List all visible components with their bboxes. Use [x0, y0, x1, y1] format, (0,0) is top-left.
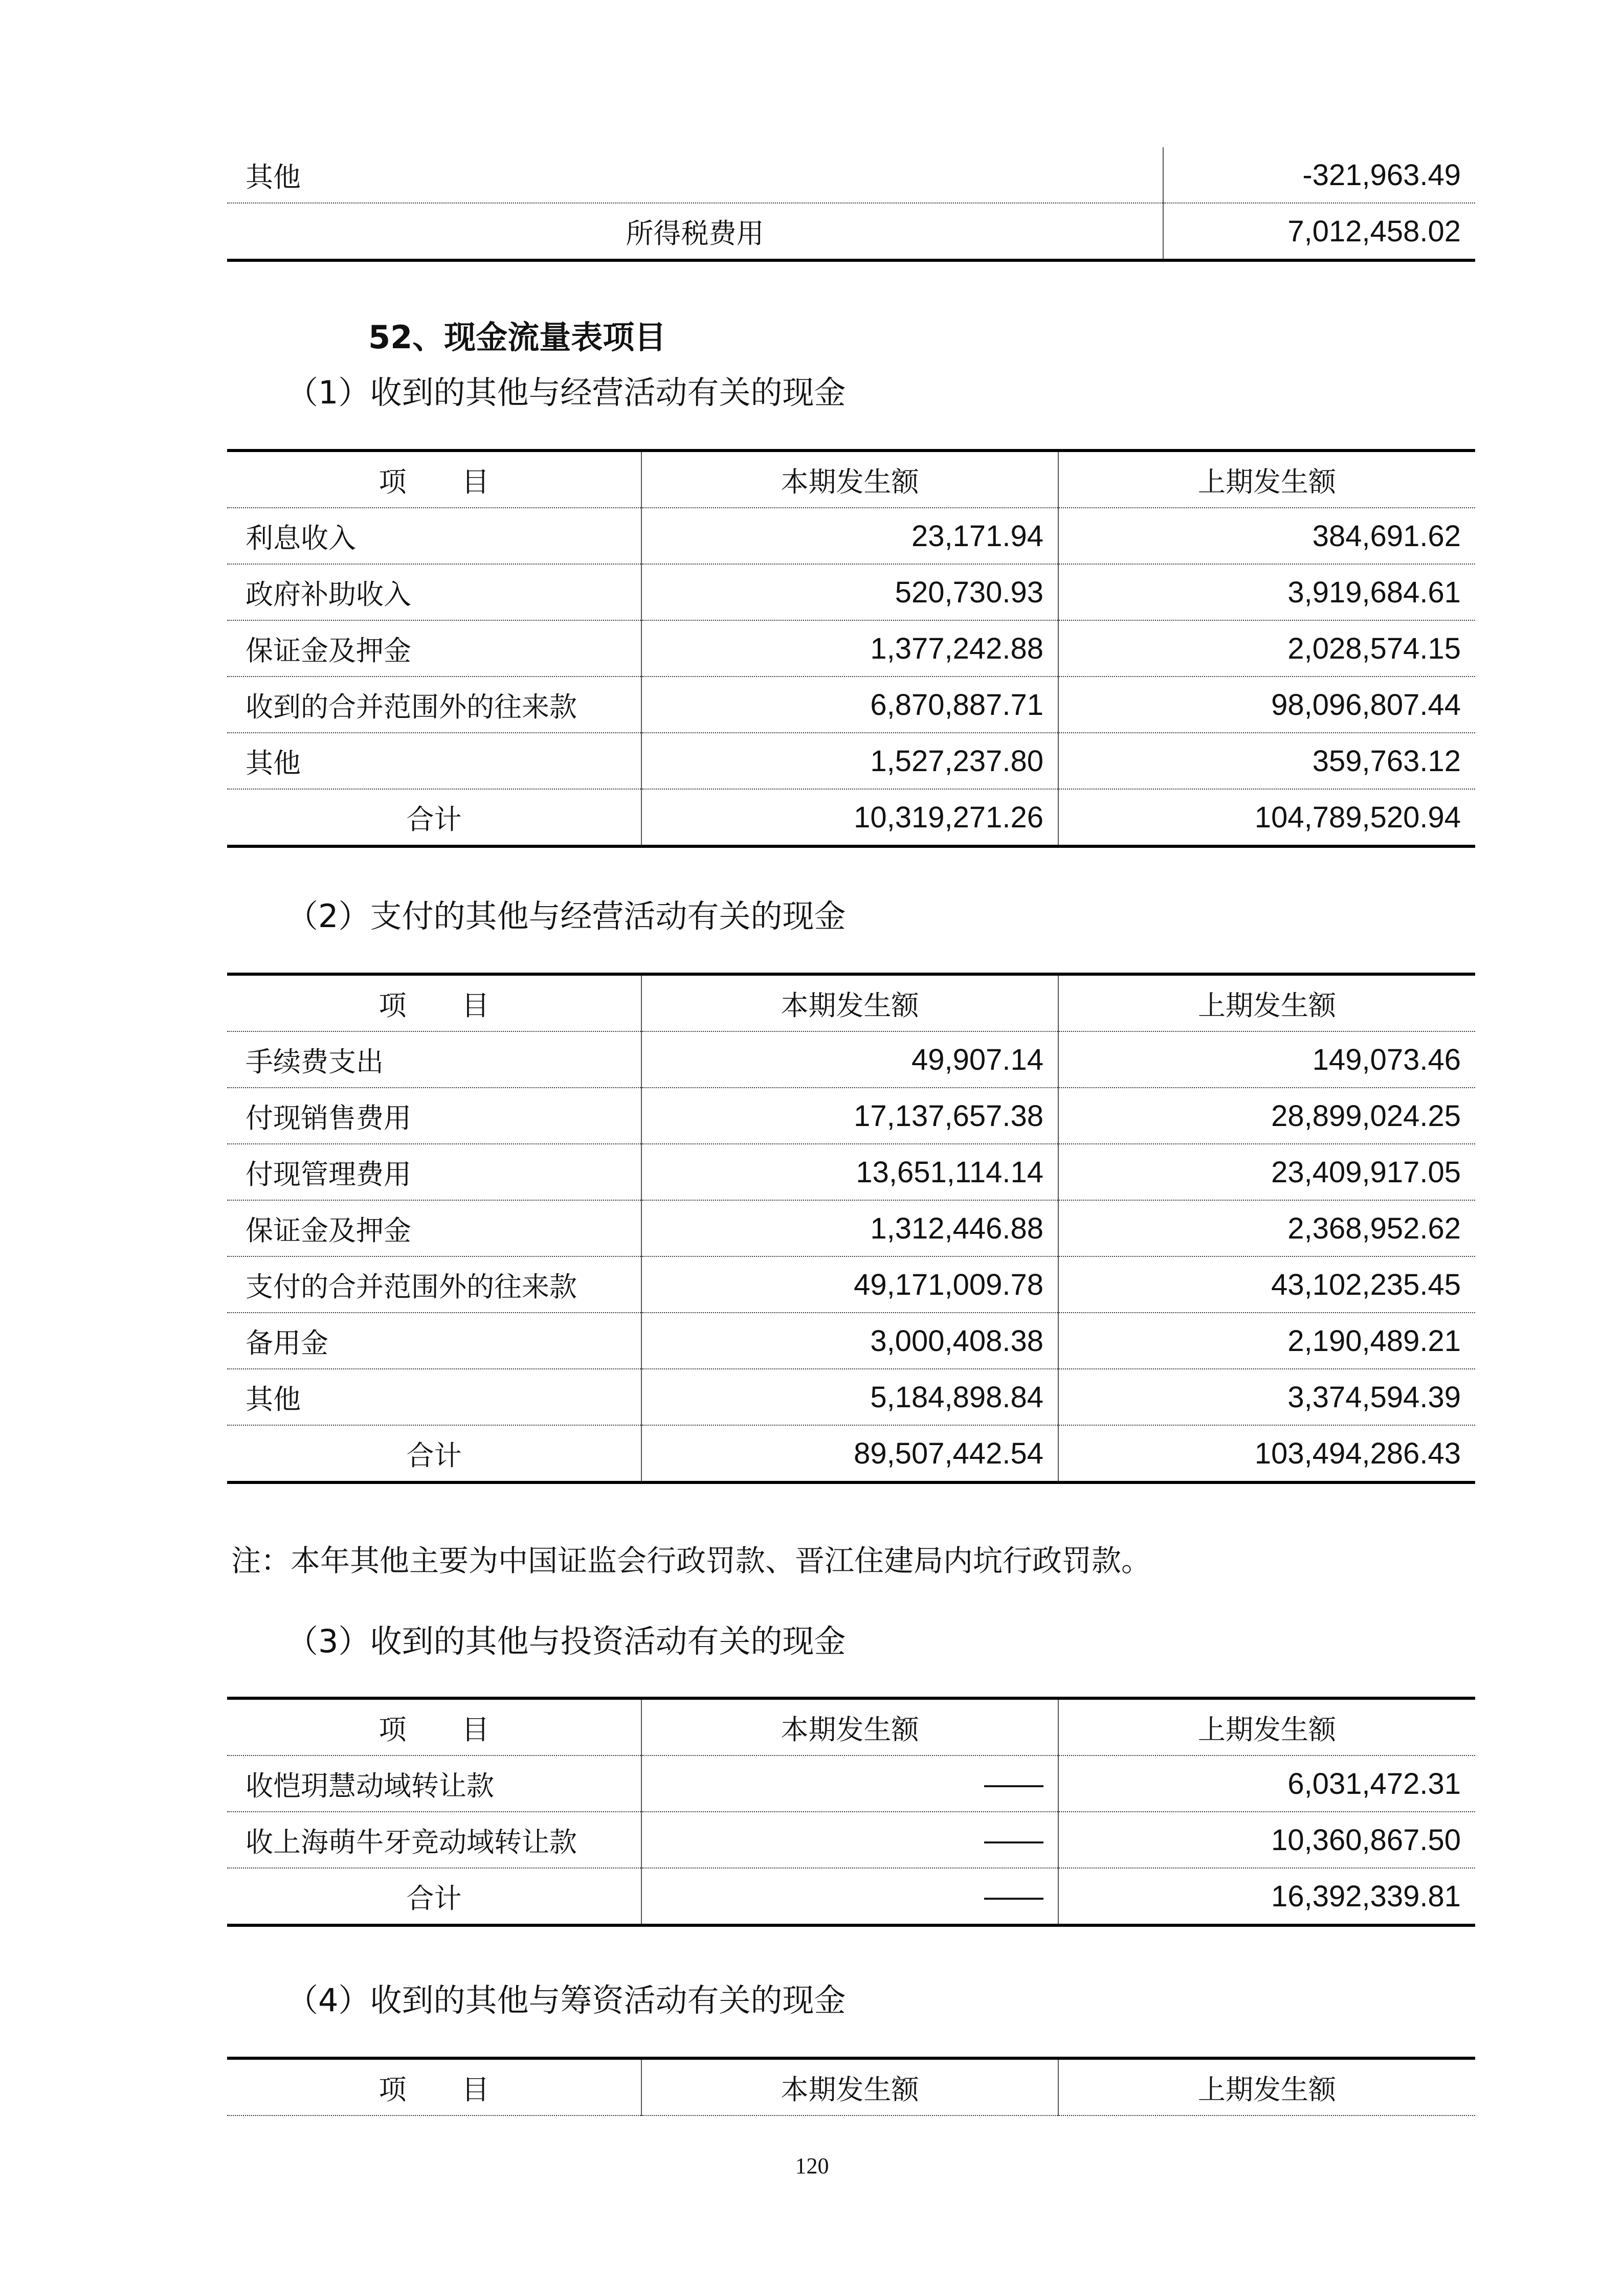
row-previous: 23,409,917.05 [1058, 1144, 1475, 1200]
table-row [227, 147, 1475, 203]
row-current: 5,184,898.84 [641, 1369, 1058, 1425]
row-previous: 28,899,024.25 [1058, 1088, 1475, 1144]
row-current: 49,171,009.78 [641, 1256, 1058, 1313]
header-item: 项 目 [227, 2058, 641, 2115]
table-row [227, 1256, 1475, 1313]
row-current: 6,870,887.71 [641, 677, 1058, 733]
table-header-row [227, 451, 1475, 508]
row-current: 23,171.94 [641, 508, 1058, 564]
header-current: 本期发生额 [641, 451, 1058, 508]
row-label: 利息收入 [227, 508, 641, 564]
footnote: 注：本年其他主要为中国证监会行政罚款、晋江住建局内坑行政罚款。 [231, 1543, 1151, 1578]
row-label: 付现销售费用 [227, 1088, 641, 1144]
header-previous: 上期发生额 [1058, 974, 1475, 1031]
table-row [227, 508, 1475, 564]
row-previous: 98,096,807.44 [1058, 677, 1475, 733]
row-label: 收上海萌牛牙竞动域转让款 [227, 1812, 641, 1868]
row-label: 备用金 [227, 1313, 641, 1369]
row-label: 付现管理费用 [227, 1144, 641, 1200]
row-previous: 149,073.46 [1058, 1031, 1475, 1088]
header-previous: 上期发生额 [1058, 451, 1475, 508]
total-previous: 104,789,520.94 [1058, 789, 1475, 846]
row-value: 7,012,458.02 [1163, 203, 1475, 260]
total-previous: 103,494,286.43 [1058, 1425, 1475, 1482]
row-previous: 2,368,952.62 [1058, 1200, 1475, 1256]
table-row [227, 677, 1475, 733]
table-heading: （2）支付的其他与经营活动有关的现金 [286, 897, 846, 935]
row-current: 13,651,114.14 [641, 1144, 1058, 1200]
header-item: 项 目 [227, 1698, 641, 1755]
operating-payments-table [227, 973, 1475, 1484]
table-row [227, 1313, 1475, 1369]
table-header-row [227, 974, 1475, 1031]
row-previous: 384,691.62 [1058, 508, 1475, 564]
row-current: —— [641, 1812, 1058, 1868]
table-row [227, 1369, 1475, 1425]
header-current: 本期发生额 [641, 974, 1058, 1031]
row-label: 政府补助收入 [227, 564, 641, 620]
row-previous: 3,919,684.61 [1058, 564, 1475, 620]
table-row [227, 564, 1475, 620]
total-label: 合计 [227, 1425, 641, 1482]
table-row [227, 1812, 1475, 1868]
total-current: 10,319,271.26 [641, 789, 1058, 846]
header-previous: 上期发生额 [1058, 2058, 1475, 2115]
row-previous: 2,190,489.21 [1058, 1313, 1475, 1369]
table-heading: （3）收到的其他与投资活动有关的现金 [286, 1623, 846, 1660]
table-total-row [227, 1425, 1475, 1482]
row-previous: 2,028,574.15 [1058, 620, 1475, 677]
financing-receipts-table [227, 2057, 1475, 2116]
table-row [227, 620, 1475, 677]
row-label: 所得税费用 [227, 203, 1163, 260]
table-row [227, 1031, 1475, 1088]
table-heading: （4）收到的其他与筹资活动有关的现金 [286, 1982, 846, 2019]
total-label: 合计 [227, 1868, 641, 1925]
row-current: 1,312,446.88 [641, 1200, 1058, 1256]
operating-receipts-table [227, 449, 1475, 848]
row-current: —— [641, 1755, 1058, 1812]
row-current: 1,377,242.88 [641, 620, 1058, 677]
row-label: 收恺玥慧动域转让款 [227, 1755, 641, 1812]
header-current: 本期发生额 [641, 2058, 1058, 2115]
total-current: 89,507,442.54 [641, 1425, 1058, 1482]
row-previous: 43,102,235.45 [1058, 1256, 1475, 1313]
table-row [227, 1088, 1475, 1144]
table-heading: （1）收到的其他与经营活动有关的现金 [286, 374, 846, 411]
row-current: 520,730.93 [641, 564, 1058, 620]
row-label: 手续费支出 [227, 1031, 641, 1088]
table-row [227, 1144, 1475, 1200]
table-header-row [227, 2058, 1475, 2115]
table-row [227, 203, 1475, 260]
row-current: 1,527,237.80 [641, 733, 1058, 789]
row-label: 其他 [227, 733, 641, 789]
table-total-row [227, 789, 1475, 846]
row-current: 3,000,408.38 [641, 1313, 1058, 1369]
table-header-row [227, 1698, 1475, 1755]
row-previous: 3,374,594.39 [1058, 1369, 1475, 1425]
row-previous: 6,031,472.31 [1058, 1755, 1475, 1812]
table-row [227, 733, 1475, 789]
page-number: 120 [795, 2153, 829, 2178]
total-current: —— [641, 1868, 1058, 1925]
row-label: 支付的合并范围外的往来款 [227, 1256, 641, 1313]
row-label: 其他 [227, 147, 1163, 203]
row-current: 49,907.14 [641, 1031, 1058, 1088]
table-row [227, 1755, 1475, 1812]
row-previous: 359,763.12 [1058, 733, 1475, 789]
table-total-row [227, 1868, 1475, 1925]
row-value: -321,963.49 [1163, 147, 1475, 203]
row-current: 17,137,657.38 [641, 1088, 1058, 1144]
row-previous: 10,360,867.50 [1058, 1812, 1475, 1868]
row-label: 其他 [227, 1369, 641, 1425]
total-previous: 16,392,339.81 [1058, 1868, 1475, 1925]
row-label: 收到的合并范围外的往来款 [227, 677, 641, 733]
table-row [227, 1200, 1475, 1256]
header-current: 本期发生额 [641, 1698, 1058, 1755]
total-label: 合计 [227, 789, 641, 846]
header-item: 项 目 [227, 974, 641, 1031]
investing-receipts-table [227, 1697, 1475, 1927]
income-tax-table [227, 147, 1475, 262]
section-title: 52、现金流量表项目 [368, 319, 666, 356]
header-previous: 上期发生额 [1058, 1698, 1475, 1755]
header-item: 项 目 [227, 451, 641, 508]
row-label: 保证金及押金 [227, 1200, 641, 1256]
row-label: 保证金及押金 [227, 620, 641, 677]
